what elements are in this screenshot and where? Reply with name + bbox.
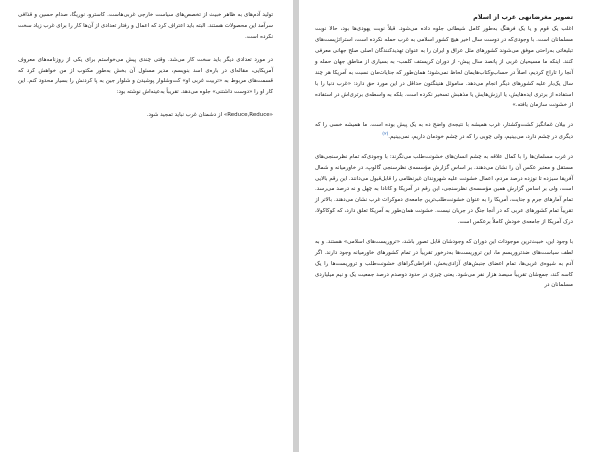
section-heading: تصویر مغرضانهی غرب از اسلام (473, 13, 573, 21)
paragraph: در غرب مسلمان‌ها را با کمال علاقه به چشم انسان‌های خشونت‌طلب می‌نگرند: با وجودی‌که تمام نظرسنجی‌های مستقل و معتبر عکس آن را نشان می‌دهند. بر اساس گزارش مؤسسه‌ی نظرسنجی گالوپ، در خاورمیانه و شمال آفریقا سیزده تا نوزده درصد مردم، اعمال خشونت علیه شهروندان غیرنظامی را قابل‌قبول می‌دانند. این رقم بالایی است، ولی بر اساس گزارش همین مؤسسه‌ی نظرسنجی، این رقم در آمریکا و کانادا به چهل و نه درصد می‌رسد. تمام آمارهای جرم و جنایت، آمریکا را به عنوان خشونت‌طلب‌ترین جامعه‌ی دموکرات غرب نشان می‌دهند. بالاتر از تقریباً تمام کشورهای عربی که در آنجا جنگ در جریان نیست. خشونت همان‌طور به آمریکا تعلق دارد، که کوکاکولا، درک آمریکا از جامعه‌ی خودش کاملاً برعکس است. (314, 153, 573, 226)
paragraph: اغلب یک قوم و یا یک فرهنگ به‌طور کامل شیطانی جلوه داده می‌شود. قبلاً نوبت یهودی‌ها بود، حالا نوبت مسلمانان است. با وجودی‌که در دوست سال اخیر هیچ کشور اسلامی به غرب حمله نکرده است، استراتژیست‌های تبلیغاتی به‌راحتی موفق می‌شوند کشورهای مثل عراق و ایران را به عنوان تهدیدکنندگان اصلی صلح جهانی معرفی کنند. اینکه ما مسیحیان غربی از پانصد سال پیش- از دوران کریستف کلمب- به بسیاری از مناطق جهان حمله و آنجا را تاراج کردیم، اصلاً در حساب‌وکتاب‌هایمان لحاظ نمی‌شود؛ همان‌طور که جنایات‌مان نسبت به آمریکا هر چند سال یک‌بار علیه کشورهای دیگر انجام می‌دهد. ساموئل هنینگتون حداقل در این مورد حق دارد: «غرب دنیا را با استفاده از برتری ایده‌هایش، یا ارزش‌هایش یا مذهبش تسخیر نکرده است. بلکه به واسطه‌ی برتری‌اش در استفاده از خشونت سازمان یافته.» (315, 26, 573, 109)
footnote-link[interactable]: (۲) (382, 132, 389, 138)
right-page (299, 0, 591, 452)
paragraph: «Reduce,Reduce» از دشمنان غرب نباید تمجید شود. (146, 112, 273, 119)
paragraph: در مورد تعدادی دیگر باید سخت کار می‌شد. وقتی چندی پیش می‌خواستم برای یکی از روزنامه‌های معروف آمریکایی، مقاله‌ای در باره‌ی اسد بنویسم، مدیر مسئول آن بخش به‌طور مکتوب از من خواهش کرد که قسمت‌های مربوط به «تربیت غربی او» کت‌وشلوار پوشیدن و شلوار جین به پا کردنش را بسیار محدود کنم. این کار او را «دوست داشتنی» جلوه می‌دهد. تقریباً به‌عینه‌اش نوشته بود: (18, 56, 273, 96)
paragraph-text: در بیلان غمانگیز کشت‌وکشتار، غرب همیشه با نتیجه‌ی واضح ده به یک پیش بوده است. ما همیشه خسی را که دیگری در چشم دارد، می‌بینیم، ولی چوبی را که در چشم خودمان داریم، نمی‌بینیم. (315, 122, 573, 140)
paragraph: با وجود این، خبیث‌ترین موجودات این دوران که وجودشان قابل تصور باشد، «تروریست‌های اسلامی» هستند. و به لطف سیاست‌های ضدتروریسم ما، این تروریست‌ها به‌درخور تقریباً در تمام کشورهای خاورمیانه وجود دارند. اگر آدم به شیوه‌ی غربی‌ها، تمام اعضای جنبش‌های آزادی‌بخش، افراطی‌گراهای خشونت‌طلب و تروریست‌ها را یک کاسه کند، جمع‌شان تقریباً سیصد هزار نفر می‌شود. یعنی چیزی در حدود دوصدم درصد جمعیت یک و نیم میلیاردی مسلمانان در (315, 238, 573, 289)
left-page (0, 0, 293, 452)
paragraph (315, 120, 573, 143)
page-gutter (293, 0, 299, 452)
paragraph: تولید آدم‌های به ظاهر خبیث از تخصص‌های سیاست خارجی غربی‌هاست. کاسترو، نوریگا، صدام حسین و قذافی سرآمد این محصولات هستند. البته باید اعتراف کرد که اعمال و رفتار تعدادی از آن‌ها کار را برای غرب زیاد سخت نکرده است. (18, 12, 273, 40)
